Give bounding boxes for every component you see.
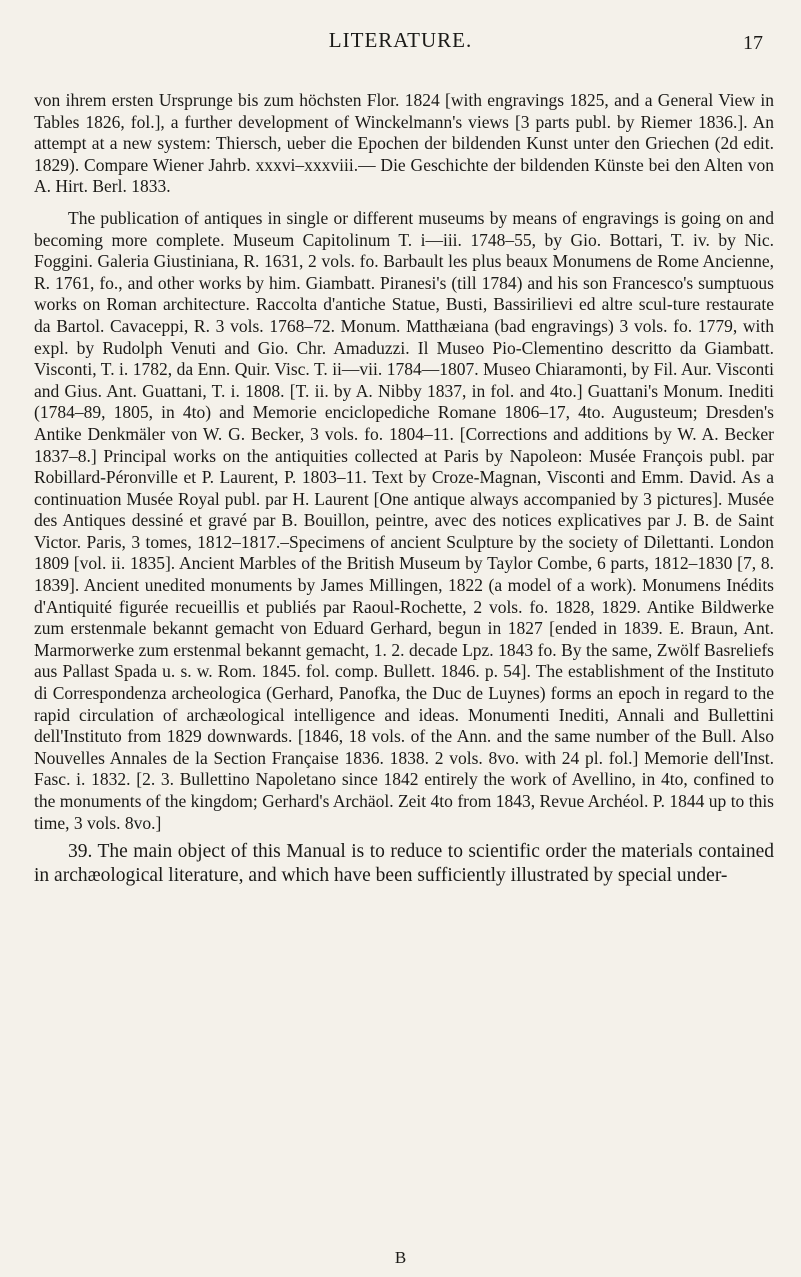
page-number: 17	[743, 32, 763, 54]
page-header	[0, 26, 801, 56]
running-title: LITERATURE.	[328, 28, 473, 52]
signature-mark: B	[394, 1248, 407, 1267]
paragraph-1: von ihrem ersten Ursprunge bis zum höchsten Flor. 1824 [with engravings 1825, and a General View in Tables 1826, fol.], a further development of Winckelmann's views [3 parts publ. by Riemer 1836.]. An attempt at a new system: Thiersch, ueber die Epochen der bildenden Kunst unter den Griechen (2d edit. 1829). Compare Wiener Jahrb. xxxvi–xxxviii.— Die Geschichte der bildenden Künste bei den Alten von A. Hirt. Berl. 1833.	[34, 90, 774, 197]
paragraph-2: The publication of antiques in single or different museums by means of engravings is going on and becoming more complete. Museum Capitolinum T. i—iii. 1748–55, by Gio. Bottari, T. iv. by Nic. Foggini. Galeria Giustiniana, R. 1631, 2 vols. fo. Barbault les plus beaux Monumens de Rome Ancienne, R. 1761, fo., and other works by him. Giambatt. Piranesi's (till 1784) and his son Francesco's sumptuous works on Roman architecture. Raccolta d'antiche Statue, Busti, Bassirilievi ed altre scul-ture restaurate da Bartol. Cavaceppi, R. 3 vols. 1768–72. Monum. Matthæiana (bad engravings) 3 vols. fo. 1779, with expl. by Rudolph Venuti and Gio. Chr. Amaduzzi. Il Museo Pio-Clementino descritto da Giambatt. Visconti, T. i. 1782, da Enn. Quir. Visc. T. ii—vii. 1784—1807. Museo Chiaramonti, by Fil. Aur. Visconti and Gius. Ant. Guattani, T. i. 1808. [T. ii. by A. Nibby 1837, in fol. and 4to.] Guattani's Monum. Inediti (1784–89, 1805, in 4to) and Memorie enciclopediche Romane 1806–17, 4to. Augusteum; Dresden's Antike Denkmäler von W. G. Becker, 3 vols. fo. 1804–11. [Corrections and additions by W. A. Becker 1837–8.] Principal works on the antiquities collected at Paris by Napoleon: Musée François publ. par Robillard-Péronville et P. Laurent, P. 1803–11. Text by Croze-Magnan, Visconti and Emm. David. As a continuation Musée Royal publ. par H. Laurent [One antique always accompanied by 3 pictures]. Musée des Antiques dessiné et gravé par B. Bouillon, peintre, avec des notices explicatives par J. B. de Saint Victor. Paris, 3 tomes, 1812–1817.–Specimens of ancient Sculpture by the society of Dilettanti. London 1809 [vol. ii. 1835]. Ancient Marbles of the British Museum by Taylor Combe, 6 parts, 1812–1830 [7, 8. 1839]. Ancient unedited monuments by James Millingen, 1822 (a model of a work). Monumens Inédits d'Antiquité figurée recueillis et publiés par Raoul-Rochette, 2 vols. fo. 1828, 1829. Antike Bildwerke zum erstenmale bekannt gemacht von Eduard Gerhard, begun in 1827 [ended in 1839. E. Braun, Ant. Marmorwerke zum erstenmal bekannt gemacht, 1. 2. decade Lpz. 1843 fo. By the same, Zwölf Basreliefs aus Pallast Spada u. s. w. Rom. 1845. fol. comp. Bullett. 1846. p. 54]. The establishment of the Instituto di Correspondenza archeologica (Gerhard, Panofka, the Duc de Luynes) forms an epoch in regard to the rapid circulation of archæological intelligence and ideas. Monumenti Inediti, Annali and Bullettini dell'Instituto from 1829 downwards. [1846, 18 vols. of the Ann. and the same number of the Bull. Also Nouvelles Annales de la Section Française 1836. 1838. 2 vols. 8vo. with 24 pl. fol.] Memorie dell'Inst. Fasc. i. 1832. [2. 3. Bullettino Napoletano since 1842 entirely the work of Avellino, in 4to, confined to the monuments of the kingdom; Gerhard's Archäol. Zeit 4to from 1843, Revue Archéol. P. 1844 up to this time, 3 vols. 8vo.]	[34, 207, 774, 833]
body-text	[34, 90, 774, 888]
paragraph-3: 39. The main object of this Manual is to reduce to scientific order the materials contained in archæological literature, and which have been sufficiently illustrated by special under-	[34, 841, 774, 887]
